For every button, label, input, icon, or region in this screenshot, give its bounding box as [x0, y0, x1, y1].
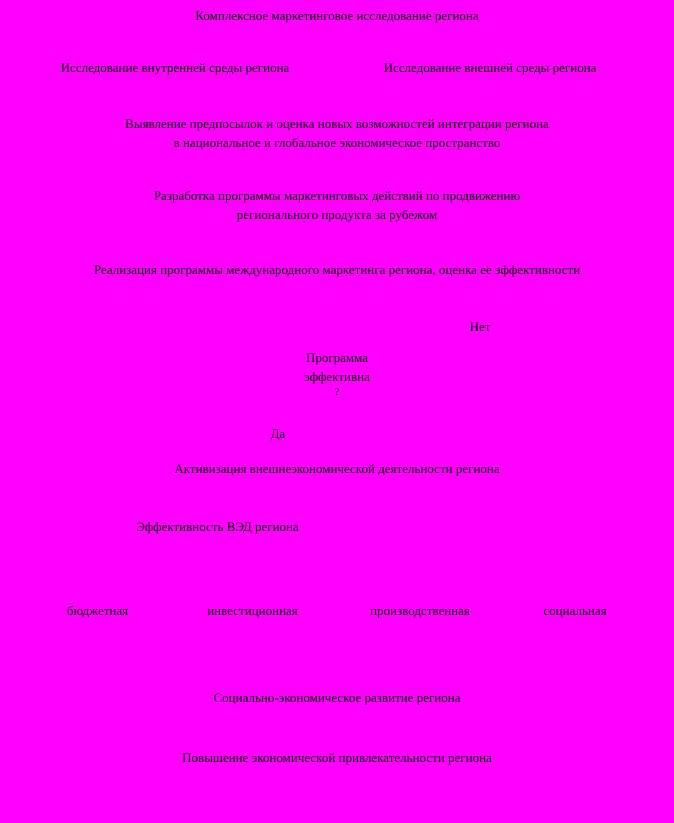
step-program-implementation: Реализация программы международного маркетинга региона, оценка ее эффективности: [93, 262, 581, 277]
step-integration-line2: в национальное и глобальное экономическое пространство: [173, 135, 501, 150]
decision-text-line2: эффективна: [304, 369, 370, 384]
step-attractiveness: Повышение экономической привлекательности региона: [182, 750, 492, 765]
efficiency-production: производственная: [370, 603, 470, 618]
decision-text-line1: Программа: [305, 350, 369, 365]
step-integration-line1: Выявление предпосылок и оценка новых возможностей интеграции региона: [125, 116, 549, 131]
step-external-environment: Исследование внешней среды региона: [383, 60, 597, 75]
step-internal-environment: Исследование внутренней среды региона: [60, 60, 290, 75]
step-complex-research: Комплексное маркетинговое исследование региона: [195, 8, 479, 23]
step-foreign-activity: Активизация внешнеэкономической деятельности региона: [174, 461, 500, 476]
efficiency-investment: инвестиционная: [207, 603, 298, 618]
step-program-dev-line2: регионального продукта за рубежом: [236, 207, 438, 222]
step-socioeconomic-development: Социально-экономическое развитие региона: [213, 690, 461, 705]
efficiency-budget: бюджетная: [66, 603, 129, 618]
decision-yes-label: Да: [270, 426, 286, 441]
efficiency-social: социальная: [543, 603, 607, 618]
decision-question-mark: ?: [334, 386, 340, 398]
decision-no-label: Нет: [469, 319, 491, 334]
step-fea-efficiency: Эффективность ВЭД региона: [136, 519, 299, 534]
step-program-dev-line1: Разработка программы маркетинговых действий по продвижению: [153, 188, 521, 203]
